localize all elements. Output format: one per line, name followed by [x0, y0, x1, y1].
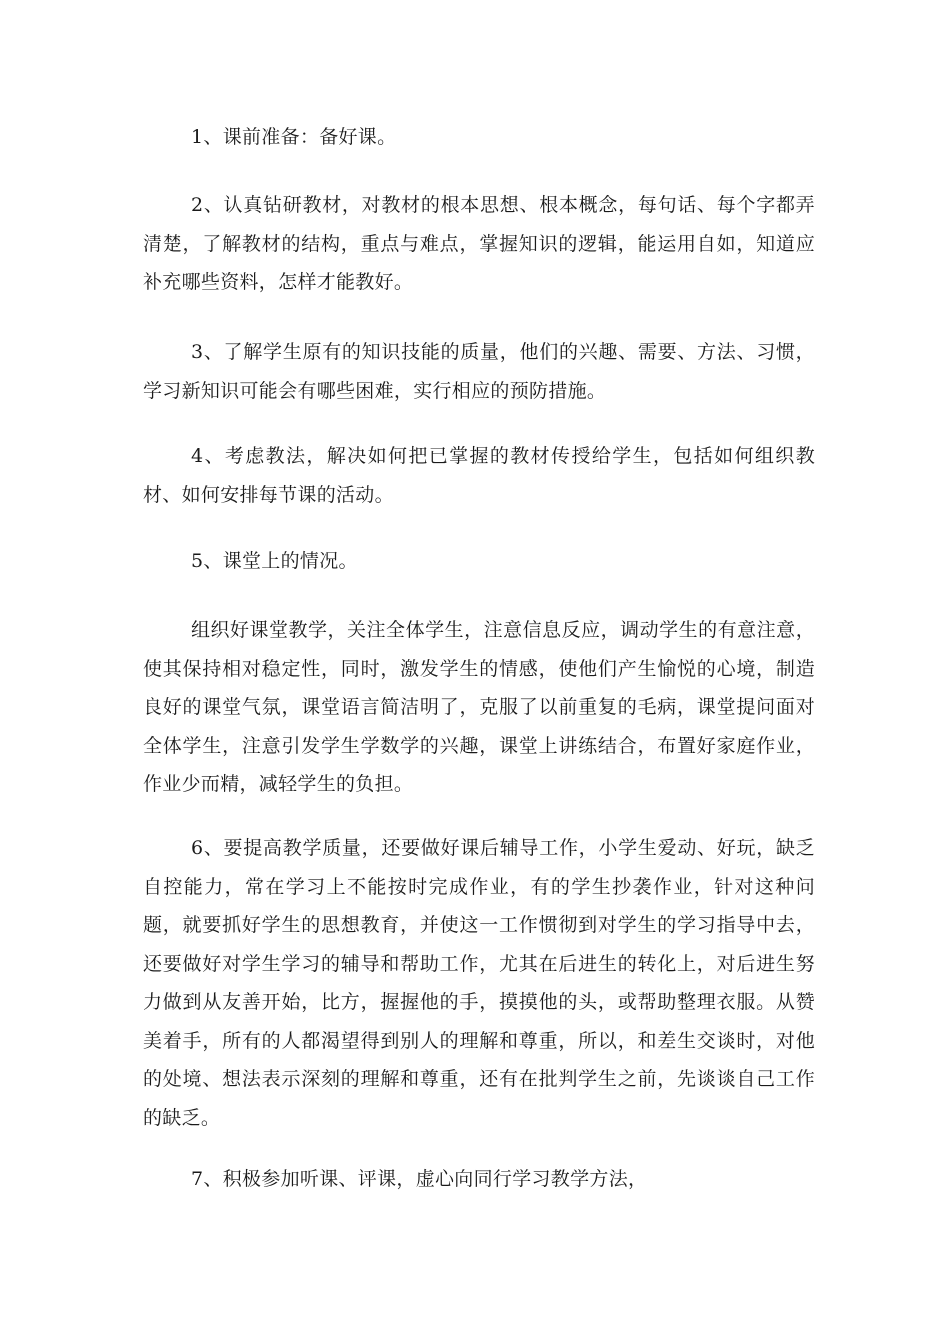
paragraph-7-lesson-observation: 7、积极参加听课、评课，虚心向同行学习教学方法， [191, 1168, 648, 1190]
paragraph-4-teaching-method: 4、考虑教法，解决如何把已掌握的教材传授给学生，包括如何组织教材、如何安排每节课的活动。 [143, 445, 815, 506]
paragraph-3-understand-students: 3、了解学生原有的知识技能的质量，他们的兴趣、需要、方法、习惯，学习新知识可能会有哪些困难，实行相应的预防措施。 [143, 341, 815, 402]
paragraph-1-lesson-preparation: 1、课前准备：备好课。 [191, 126, 397, 148]
paragraph-5-classroom-situation: 5、课堂上的情况。 [191, 550, 358, 572]
paragraph-2-study-textbook: 2、认真钻研教材，对教材的根本思想、根本概念，每句话、每个字都弄清楚，了解教材的结构，重点与难点，掌握知识的逻辑，能运用自如，知道应补充哪些资料，怎样才能教好。 [143, 194, 815, 293]
paragraph-6-after-class-tutoring: 6、要提高教学质量，还要做好课后辅导工作，小学生爱动、好玩，缺乏自控能力，常在学习上不能按时完成作业，有的学生抄袭作业，针对这种问题，就要抓好学生的思想教育，并使这一工作惯彻到对学生的学习指导中去，还要做好对学生学习的辅导和帮助工作，尤其在后进生的转化上，对后进生努力做到从友善开始，比方，握握他的手，摸摸他的头，或帮助整理衣服。从赞美着手，所有的人都渴望得到别人的理解和尊重，所以，和差生交谈时，对他的处境、想法表示深刻的理解和尊重，还有在批判学生之前，先谈谈自己工作的缺乏。 [143, 837, 815, 1129]
paragraph-classroom-organization: 组织好课堂教学，关注全体学生，注意信息反应，调动学生的有意注意，使其保持相对稳定性，同时，激发学生的情感，使他们产生愉悦的心境，制造良好的课堂气氛，课堂语言简洁明了，克服了以前重复的毛病，课堂提问面对全体学生，注意引发学生学数学的兴趣，课堂上讲练结合，布置好家庭作业，作业少而精，减轻学生的负担。 [143, 619, 815, 795]
